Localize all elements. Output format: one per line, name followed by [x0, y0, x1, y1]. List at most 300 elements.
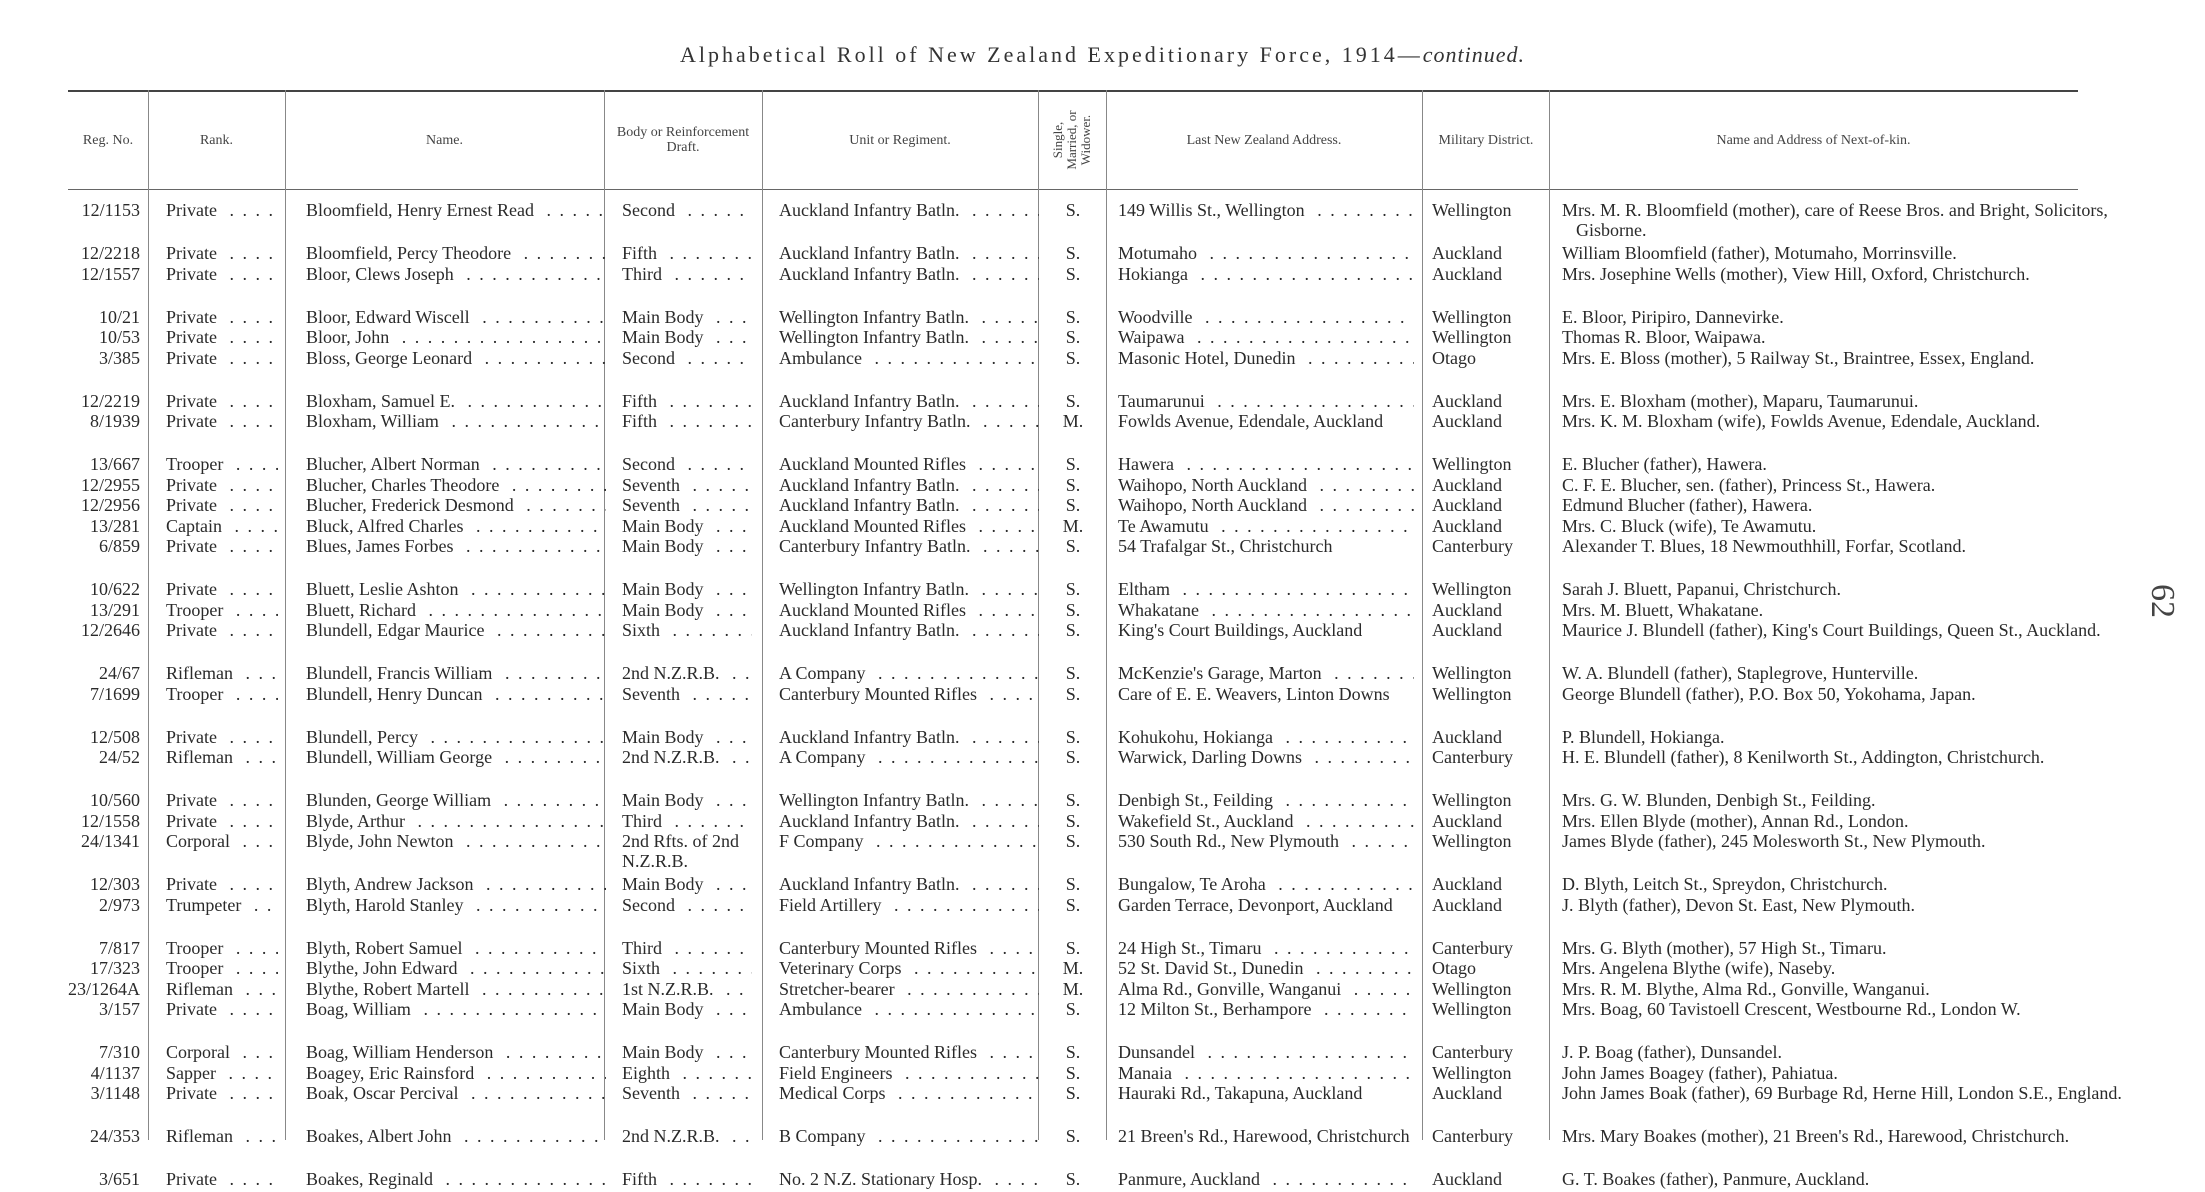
cell-text: Field Engineers: [779, 1063, 898, 1083]
cell-text: Boag, William Henderson: [306, 1042, 499, 1062]
cell-unit: [779, 684, 1039, 705]
cell-unit: [779, 243, 1039, 264]
cell-text: Boak, Oscar Percival: [306, 1083, 464, 1103]
cell-body: [622, 895, 752, 916]
cell-body: [622, 1169, 752, 1190]
cell-military-district: Wellington: [1432, 579, 1512, 599]
cell-next-of-kin: Mrs. Mary Boakes (mother), 21 Breen's Rd., Harewood, Christchurch.: [1562, 1126, 2070, 1146]
cell-military-district: Auckland: [1432, 620, 1502, 640]
cell-address: [1118, 264, 1414, 285]
cell-name: [306, 958, 606, 979]
header-body: Body or Reinforcement Draft.: [616, 125, 750, 155]
cell-reg-no: 12/2955: [80, 474, 140, 495]
cell-body: [622, 327, 752, 348]
cell-body: [622, 811, 752, 832]
cell-text: Trooper: [166, 454, 229, 474]
cell-body: [622, 454, 752, 475]
cell-text: Wakefield St., Auckland: [1118, 811, 1300, 831]
cell-reg-no: 12/2218: [80, 243, 140, 263]
cell-text: Blucher, Albert Norman: [306, 454, 486, 474]
cell-reg-no: 10/622: [89, 579, 140, 599]
cell-next-of-kin: Mrs. Angelena Blythe (wife), Naseby.: [1562, 958, 1836, 978]
cell-text: A Company: [779, 747, 872, 767]
cell-rank: [166, 790, 278, 811]
cell-rank: [166, 307, 278, 328]
cell-text: Bluck, Alfred Charles: [306, 516, 469, 536]
cell-military-district: Auckland: [1432, 495, 1502, 515]
cell-body: [622, 1083, 752, 1104]
cell-marital-status: M.: [1062, 978, 1084, 999]
cell-text: Eighth: [622, 1063, 676, 1083]
cell-body: [622, 579, 752, 600]
cell-text: Seventh: [622, 475, 686, 495]
cell-address: 21 Breen's Rd., Harewood, Christchurch: [1118, 1126, 1410, 1146]
cell-body: [622, 536, 752, 557]
cell-text: Bloomfield, Henry Ernest Read: [306, 200, 540, 220]
cell-name: [306, 895, 606, 916]
cell-unit: [779, 958, 1039, 979]
cell-text: Manaia: [1118, 1063, 1178, 1083]
cell-next-of-kin: Mrs. R. M. Blythe, Alma Rd., Gonville, Wanganui.: [1562, 978, 1930, 999]
cell-rank: [166, 747, 278, 768]
header-name: Name.: [426, 132, 463, 148]
cell-text: Hawera: [1118, 454, 1180, 474]
cell-address: [1118, 790, 1414, 811]
cell-text: Fifth: [622, 243, 663, 263]
cell-text: Bloomfield, Percy Theodore: [306, 243, 517, 263]
cell-name: [306, 307, 606, 328]
cell-body: [622, 620, 752, 641]
cell-text: 2nd N.Z.R.B.: [622, 747, 726, 767]
cell-address: [1118, 958, 1414, 979]
cell-address: [1118, 391, 1414, 412]
cell-marital-status: S.: [1065, 327, 1081, 347]
cell-text: No. 2 N.Z. Stationary Hosp.: [779, 1169, 988, 1189]
cell-text: Dunsandel: [1118, 1042, 1201, 1062]
cell-next-of-kin: J. P. Boag (father), Dunsandel.: [1562, 1042, 1782, 1062]
cell-body: [622, 938, 752, 959]
cell-rank: [166, 663, 278, 684]
cell-military-district: Wellington: [1432, 790, 1512, 810]
cell-text: Bluett, Leslie Ashton: [306, 579, 465, 599]
cell-rank: [166, 999, 278, 1020]
cell-body: [622, 684, 752, 705]
cell-unit: [779, 938, 1039, 959]
cell-body: [622, 958, 752, 979]
cell-reg-no: 13/667: [89, 454, 140, 474]
cell-military-district: Canterbury: [1432, 536, 1513, 556]
cell-rank: [166, 391, 278, 412]
cell-text: Main Body: [622, 600, 710, 620]
cell-text: Canterbury Infantry Batln.: [779, 536, 976, 556]
cell-next-of-kin: W. A. Blundell (father), Staplegrove, Hunterville.: [1562, 663, 1919, 683]
cell-text: Auckland Infantry Batln.: [779, 475, 965, 495]
cell-unit: [779, 454, 1039, 475]
cell-reg-no: 13/291: [89, 599, 140, 620]
page-number: 62: [2144, 584, 2181, 618]
cell-military-district: Auckland: [1432, 1083, 1502, 1103]
cell-next-of-kin: William Bloomfield (father), Motumaho, Morrinsville.: [1562, 243, 1957, 263]
cell-body: [622, 411, 752, 432]
cell-next-of-kin: Mrs. K. M. Bloxham (wife), Fowlds Avenue, Edendale, Auckland.: [1562, 411, 2041, 431]
cell-body: [622, 475, 752, 496]
cell-body: [622, 999, 752, 1020]
cell-text: Private: [166, 790, 223, 810]
cell-address: [1118, 516, 1414, 537]
cell-rank: [166, 874, 278, 895]
cell-military-district: Wellington: [1432, 663, 1512, 683]
cell-reg-no: 23/1264A: [68, 978, 140, 999]
column-divider: [148, 90, 149, 1140]
cell-text: Private: [166, 391, 223, 411]
cell-body: [622, 516, 752, 537]
cell-text: Private: [166, 1083, 223, 1103]
cell-text: Main Body: [622, 536, 710, 556]
cell-body: [622, 1042, 752, 1063]
cell-unit: [779, 475, 1039, 496]
cell-name: [306, 747, 606, 768]
cell-text: Bloxham, Samuel E.: [306, 391, 461, 411]
cell-text: Main Body: [622, 327, 710, 347]
cell-military-district: Auckland: [1432, 515, 1502, 536]
cell-name: [306, 620, 606, 641]
cell-text: Bluett, Richard: [306, 600, 422, 620]
cell-body: [622, 747, 752, 768]
cell-next-of-kin: Mrs. G. W. Blunden, Denbigh St., Feilding.: [1562, 790, 1876, 810]
cell-marital-status: S.: [1065, 347, 1081, 368]
cell-text: Panmure, Auckland: [1118, 1169, 1266, 1189]
cell-next-of-kin: G. T. Boakes (father), Panmure, Auckland.: [1562, 1169, 1870, 1189]
cell-reg-no: 12/1558: [80, 810, 140, 831]
cell-address: [1118, 579, 1414, 600]
cell-name: [306, 327, 606, 348]
cell-body: [622, 348, 752, 369]
cell-reg-no: 24/1341: [80, 831, 140, 851]
cell-address: [1118, 454, 1414, 475]
cell-marital-status: S.: [1065, 747, 1081, 767]
top-rule: [68, 90, 2078, 92]
cell-text: Private: [166, 264, 223, 284]
cell-text: 530 South Rd., New Plymouth: [1118, 831, 1345, 851]
cell-name: [306, 600, 606, 621]
cell-text: Seventh: [622, 1083, 686, 1103]
cell-text: Auckland Infantry Batln.: [779, 264, 965, 284]
cell-military-district: Auckland: [1432, 474, 1502, 495]
cell-text: Hokianga: [1118, 264, 1194, 284]
cell-text: Main Body: [622, 790, 710, 810]
cell-address: King's Court Buildings, Auckland: [1118, 620, 1363, 640]
cell-marital-status: S.: [1065, 263, 1081, 284]
cell-name: [306, 811, 606, 832]
cell-text: Auckland Infantry Batln.: [779, 495, 965, 515]
cell-reg-no: 17/323: [89, 958, 140, 978]
cell-reg-no: 7/310: [98, 1042, 140, 1062]
cell-reg-no: 3/385: [98, 347, 140, 368]
cell-text: Rifleman: [166, 663, 239, 683]
cell-text: Blunden, George William: [306, 790, 497, 810]
cell-reg-no: 24/353: [89, 1126, 140, 1146]
cell-next-of-kin: J. Blyth (father), Devon St. East, New Plymouth.: [1562, 894, 1915, 915]
cell-text: Auckland Mounted Rifles: [779, 600, 972, 620]
cell-unit: [779, 1063, 1039, 1084]
cell-text: Corporal: [166, 831, 236, 851]
cell-military-district: Canterbury: [1432, 937, 1513, 958]
cell-marital-status: S.: [1065, 495, 1081, 515]
cell-reg-no: 6/859: [98, 536, 140, 556]
cell-marital-status: M.: [1062, 515, 1084, 536]
header-next-of-kin: Name and Address of Next-of-kin.: [1716, 132, 1911, 148]
cell-military-district: Auckland: [1432, 810, 1502, 831]
cell-unit: [779, 831, 1039, 852]
cell-text: Private: [166, 307, 223, 327]
cell-text: 2nd N.Z.R.B.: [622, 1126, 726, 1146]
cell-text: Auckland Infantry Batln.: [779, 200, 965, 220]
cell-name: [306, 1042, 606, 1063]
cell-address: [1118, 1169, 1414, 1190]
cell-unit: [779, 1126, 1039, 1147]
cell-text: Alma Rd., Gonville, Wanganui: [1118, 979, 1347, 999]
cell-reg-no: 8/1939: [89, 411, 140, 431]
cell-body: [622, 243, 752, 264]
cell-text: Waihopo, North Auckland: [1118, 475, 1313, 495]
cell-address: Care of E. E. Weavers, Linton Downs: [1118, 683, 1390, 704]
cell-text: Medical Corps: [779, 1083, 891, 1103]
cell-military-district: Wellington: [1432, 327, 1512, 347]
cell-unit: [779, 200, 1039, 221]
cell-text: Auckland Mounted Rifles: [779, 516, 972, 536]
cell-text: Blucher, Charles Theodore: [306, 475, 505, 495]
cell-text: Blyth, Robert Samuel: [306, 938, 469, 958]
cell-body: [622, 979, 752, 1000]
cell-reg-no: 24/67: [98, 663, 140, 683]
cell-military-district: Auckland: [1432, 726, 1502, 747]
cell-unit: [779, 495, 1039, 516]
cell-unit: [779, 747, 1039, 768]
cell-marital-status: S.: [1065, 683, 1081, 704]
cell-text: McKenzie's Garage, Marton: [1118, 663, 1328, 683]
cell-body: [622, 391, 752, 412]
cell-rank: [166, 264, 278, 285]
cell-text: Third: [622, 264, 668, 284]
cell-body: [622, 600, 752, 621]
cell-marital-status: S.: [1065, 1169, 1081, 1189]
cell-name: [306, 536, 606, 557]
cell-text: Waihopo, North Auckland: [1118, 495, 1313, 515]
cell-name: [306, 831, 606, 852]
cell-reg-no: 13/281: [89, 515, 140, 536]
cell-text: Bloxham, William: [306, 411, 445, 431]
cell-reg-no: 3/157: [98, 999, 140, 1019]
header-reg-no: Reg. No.: [82, 132, 134, 148]
cell-reg-no: 10/560: [89, 790, 140, 810]
cell-address: [1118, 495, 1414, 516]
cell-text: Stretcher-bearer: [779, 979, 901, 999]
cell-marital-status: S.: [1065, 831, 1081, 851]
cell-rank: [166, 579, 278, 600]
cell-text: Main Body: [622, 727, 710, 747]
cell-reg-no: 12/1153: [81, 200, 140, 220]
cell-address: Garden Terrace, Devonport, Auckland: [1118, 894, 1393, 915]
cell-body: 2nd Rfts. of 2nd N.Z.R.B.: [622, 831, 739, 871]
cell-text: Trooper: [166, 958, 229, 978]
cell-body: [622, 495, 752, 516]
cell-next-of-kin: James Blyde (father), 245 Molesworth St., New Plymouth.: [1562, 831, 1986, 851]
cell-text: Blundell, Percy: [306, 727, 424, 747]
cell-rank: [166, 454, 278, 475]
cell-marital-status: S.: [1065, 390, 1081, 411]
cell-address: [1118, 727, 1414, 748]
cell-body: [622, 200, 752, 221]
cell-rank: [166, 684, 278, 705]
cell-unit: [779, 979, 1039, 1000]
cell-name: [306, 454, 606, 475]
cell-text: Canterbury Mounted Rifles: [779, 684, 983, 704]
cell-name: [306, 790, 606, 811]
cell-military-district: Auckland: [1432, 263, 1502, 284]
cell-address: [1118, 1063, 1414, 1084]
column-divider: [1106, 90, 1107, 1140]
cell-text: Canterbury Mounted Rifles: [779, 1042, 983, 1062]
cell-name: [306, 243, 606, 264]
cell-next-of-kin: E. Bloor, Piripiro, Dannevirke.: [1562, 306, 1784, 327]
cell-text: Ambulance: [779, 348, 868, 368]
cell-marital-status: S.: [1065, 999, 1081, 1019]
cell-text: Seventh: [622, 495, 686, 515]
cell-address: [1118, 979, 1414, 1000]
cell-rank: [166, 811, 278, 832]
cell-text: Private: [166, 999, 223, 1019]
cell-next-of-kin: Mrs. Ellen Blyde (mother), Annan Rd., London.: [1562, 810, 1909, 831]
cell-text: Private: [166, 536, 223, 556]
cell-next-of-kin: D. Blyth, Leitch St., Spreydon, Christchurch.: [1562, 874, 1888, 894]
cell-name: [306, 1126, 606, 1147]
cell-military-district: Auckland: [1432, 411, 1502, 431]
cell-rank: [166, 411, 278, 432]
cell-rank: [166, 1063, 278, 1084]
cell-next-of-kin: Edmund Blucher (father), Hawera.: [1562, 495, 1813, 515]
cell-reg-no: 7/817: [98, 937, 140, 958]
cell-text: Blythe, Robert Martell: [306, 979, 475, 999]
cell-text: Blundell, Francis William: [306, 663, 498, 683]
cell-text: Third: [622, 938, 668, 958]
cell-text: Blucher, Frederick Desmond: [306, 495, 520, 515]
cell-body: [622, 727, 752, 748]
cell-text: Blyth, Harold Stanley: [306, 895, 469, 915]
cell-marital-status: S.: [1065, 599, 1081, 620]
cell-unit: [779, 579, 1039, 600]
cell-name: [306, 516, 606, 537]
cell-marital-status: M.: [1062, 958, 1084, 978]
cell-marital-status: S.: [1065, 1042, 1081, 1062]
cell-body: [622, 307, 752, 328]
header-smw-text: Single, Married, or Widower.: [1050, 110, 1093, 170]
cell-text: Third: [622, 811, 668, 831]
cell-unit: [779, 536, 1039, 557]
cell-marital-status: S.: [1065, 200, 1081, 220]
cell-body: [622, 663, 752, 684]
cell-text: Auckland Infantry Batln.: [779, 811, 965, 831]
cell-text: Canterbury Mounted Rifles: [779, 938, 983, 958]
column-divider: [762, 90, 763, 1140]
cell-next-of-kin: Mrs. M. R. Bloomfield (mother), care of Reese Bros. and Bright, Solicitors, Gisborne.: [1562, 200, 2108, 240]
cell-military-district: Wellington: [1432, 683, 1512, 704]
cell-reg-no: 12/508: [89, 726, 140, 747]
cell-name: [306, 727, 606, 748]
cell-next-of-kin: Mrs. G. Blyth (mother), 57 High St., Timaru.: [1562, 937, 1887, 958]
cell-text: Bloor, Clews Joseph: [306, 264, 460, 284]
cell-text: Auckland Infantry Batln.: [779, 391, 965, 411]
cell-text: Private: [166, 327, 223, 347]
cell-unit: [779, 811, 1039, 832]
cell-body: [622, 1063, 752, 1084]
cell-next-of-kin: Alexander T. Blues, 18 Newmouthhill, Forfar, Scotland.: [1562, 536, 1967, 556]
cell-text: Rifleman: [166, 1126, 239, 1146]
cell-text: Trooper: [166, 600, 229, 620]
cell-rank: [166, 495, 278, 516]
cell-rank: [166, 1169, 278, 1190]
cell-military-district: Canterbury: [1432, 747, 1513, 767]
cell-rank: [166, 536, 278, 557]
cell-rank: [166, 979, 278, 1000]
cell-text: Rifleman: [166, 747, 239, 767]
cell-marital-status: S.: [1065, 663, 1081, 683]
cell-reg-no: 12/303: [89, 874, 140, 894]
cell-text: Captain: [166, 516, 228, 536]
cell-marital-status: S.: [1065, 1126, 1081, 1146]
cell-military-district: Auckland: [1432, 874, 1502, 894]
cell-text: Eltham: [1118, 579, 1176, 599]
cell-text: Trooper: [166, 684, 229, 704]
cell-body: [622, 1126, 752, 1147]
cell-text: Blundell, Edgar Maurice: [306, 620, 490, 640]
cell-address: [1118, 1042, 1414, 1063]
cell-marital-status: S.: [1065, 790, 1081, 810]
cell-military-district: Wellington: [1432, 1062, 1512, 1083]
cell-military-district: Canterbury: [1432, 1126, 1513, 1146]
cell-marital-status: S.: [1065, 894, 1081, 915]
cell-text: Boakes, Reginald: [306, 1169, 439, 1189]
cell-reg-no: 7/1699: [89, 683, 140, 704]
cell-text: Blythe, John Edward: [306, 958, 463, 978]
cell-text: Bloss, George Leonard: [306, 348, 478, 368]
cell-text: B Company: [779, 1126, 872, 1146]
cell-next-of-kin: Mrs. E. Bloxham (mother), Maparu, Taumarunui.: [1562, 390, 1919, 411]
cell-military-district: Wellington: [1432, 306, 1512, 327]
cell-next-of-kin: C. F. E. Blucher, sen. (father), Princess St., Hawera.: [1562, 474, 1936, 495]
cell-text: Private: [166, 495, 223, 515]
cell-text: Main Body: [622, 1042, 710, 1062]
cell-name: [306, 348, 606, 369]
cell-name: [306, 495, 606, 516]
page-title-continued: continued.: [1422, 42, 1525, 67]
cell-address: [1118, 747, 1414, 768]
cell-text: Seventh: [622, 684, 686, 704]
cell-military-district: Auckland: [1432, 1169, 1502, 1189]
cell-text: Ambulance: [779, 999, 868, 1019]
cell-marital-status: S.: [1065, 620, 1081, 640]
cell-text: Private: [166, 620, 223, 640]
cell-address: [1118, 600, 1414, 621]
cell-text: Fifth: [622, 391, 663, 411]
cell-text: Fifth: [622, 1169, 663, 1189]
cell-address: [1118, 200, 1414, 221]
cell-rank: [166, 727, 278, 748]
cell-text: Field Artillery: [779, 895, 888, 915]
cell-reg-no: 4/1137: [90, 1062, 140, 1083]
cell-text: Second: [622, 348, 681, 368]
cell-rank: [166, 475, 278, 496]
cell-marital-status: S.: [1065, 1062, 1081, 1083]
